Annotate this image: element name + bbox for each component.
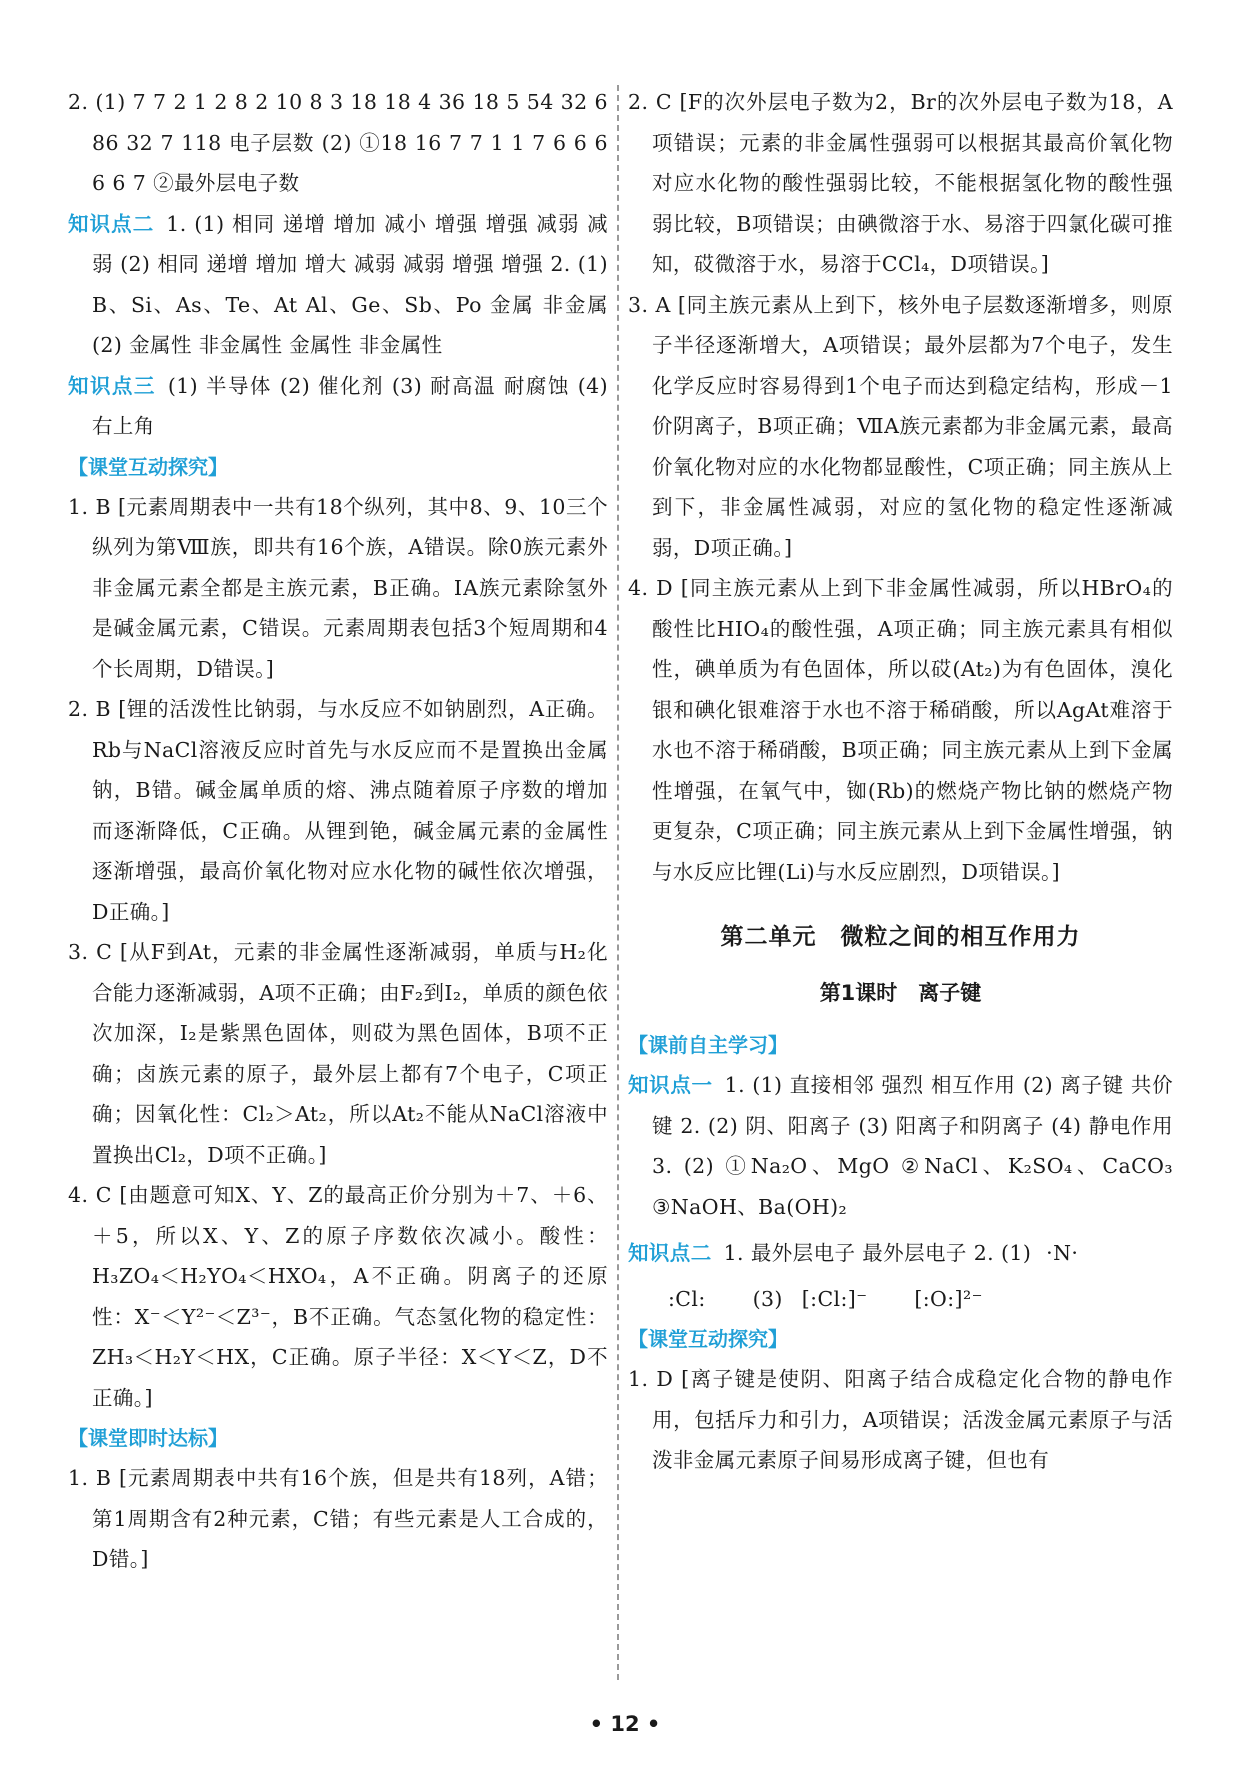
- unit-title: 第二单元 微粒之间的相互作用力: [720, 924, 1081, 950]
- answer-item-1b: 1. B [元素周期表中共有16个族，但是共有18列，A错；第1周期含有2种元素，C错；有些元素是人工合成的，D错。]: [68, 1466, 608, 1571]
- page-number: • 12 •: [589, 1712, 661, 1736]
- answer-item-3: 3. C [从F到At，元素的非金属性逐渐减弱，单质与H₂化合能力逐渐减弱，A项不正确；由F₂到I₂，单质的颜色依次加深，I₂是紫黑色固体，则砹为黑色固体，B项不正确；卤族元素的原子，最外层上都有7个电子，C项正确；因氧化性：Cl₂＞At₂，所以At₂不能从NaCl溶液中置换出Cl₂，D项不正确。]: [68, 940, 608, 1167]
- answer-item-4: 4. C [由题意可知X、Y、Z的最高正价分别为＋7、＋6、＋5，所以X、Y、Z的原子序数依次减小。酸性：H₃ZO₄＜H₂YO₄＜HXO₄，A不正确。阴离子的还原性：X⁻＜Y²⁻＜Z³⁻，B不正确。气态氢化物的稳定性：ZH₃＜H₂Y＜HX，C正确。原子半径：X＜Y＜Z，D不正确。]: [68, 1183, 608, 1410]
- column-divider: [617, 85, 619, 1680]
- knowledge-point-2b: [628, 1227, 1173, 1279]
- answer-item-4b: 4. D [同主族元素从上到下非金属性减弱，所以HBrO₄的酸性比HIO₄的酸性强，A项正确；同主族元素具有相似性，碘单质为有色固体，所以砹(At₂)为有色固体，溴化银和碘化银难溶于水也不溶于稀硝酸，所以AgAt难溶于水也不溶于稀硝酸，B项正确；同主族元素从上到下金属性增强，在氧气中，铷(Rb)的燃烧产物比钠的燃烧产物更复杂，C项正确；同主族元素从上到下金属性增强，钠与水反应比锂(Li)与水反应剧烈，D项错误。]: [628, 576, 1173, 884]
- lewis-structure-cl-ion: [:Cl:]⁻: [801, 1287, 868, 1311]
- knowledge-point-3: [68, 366, 608, 447]
- lewis-structure-o-ion: [:O:]²⁻: [914, 1287, 983, 1311]
- section-heading-preview: 【课前自主学习】: [628, 1033, 788, 1057]
- answer-item-1: 1. B [元素周期表中一共有18个纵列，其中8、9、10三个纵列为第Ⅷ族，即共有16个族，A错误。除0族元素外非金属元素全都是主族元素，B正确。ⅠA族元素除氢外是碱金属元素，C错误。元素周期表包括3个短周期和4个长周期，D错误。]: [68, 494, 608, 681]
- section-heading-classroom-exploration: 【课堂互动探究】: [68, 454, 228, 479]
- answer-item-1c: 1. D [离子键是使阴、阳离子结合成稳定化合物的静电作用，包括斥力和引力，A项错误；活泼金属元素原子与活泼非金属元素原子间易形成离子键，但也有: [628, 1367, 1173, 1472]
- knowledge-point-text: 1. (1) 直接相邻 强烈 相互作用 (2) 离子键 共价键 2. (2) 阴、阳离子 (3) 阳离子和阴离子 (4) 静电作用 3. (2) ①Na₂O、MgO ②NaCl、K₂SO₄、CaCO₃ ③NaOH、Ba(OH)₂: [652, 1073, 1173, 1219]
- lewis-structure-n: ·N·: [1046, 1241, 1079, 1265]
- lewis-label-3: (3): [752, 1287, 783, 1311]
- knowledge-point-tag: 知识点二: [628, 1241, 712, 1265]
- answer-2-electron-shells: 2. (1) 7 7 2 1 2 8 2 10 8 3 18 18 4 36 18 5 54 32 6 86 32 7 118 电子层数 (2) ①18 16 7 7 1 1 7 6 6 6 6 6 7 ②最外层电子数: [68, 90, 608, 195]
- answer-item-2b: 2. C [F的次外层电子数为2，Br的次外层电子数为18，A项错误；元素的非金属性强弱可以根据其最高价氧化物对应水化物的酸性强弱比较，不能根据氢化物的酸性强弱比较，B项错误；由碘微溶于水、易溶于四氯化碳可推知，砹微溶于水，易溶于CCl₄，D项错误。]: [628, 90, 1173, 276]
- section-heading-classroom-exploration-2: 【课堂互动探究】: [628, 1327, 788, 1351]
- knowledge-point-tag: 知识点一: [628, 1073, 713, 1097]
- knowledge-point-text: 1. (1) 相同 递增 增加 减小 增强 增强 减弱 减弱 (2) 相同 递增 增加 增大 减弱 减弱 增强 增强 2. (1) B、Si、As、Te、At Al、Ge、Sb、Po 金属 非金属 (2) 金属性 非金属性 金属性 非金属性: [92, 211, 608, 357]
- knowledge-point-1: [628, 1065, 1173, 1227]
- left-column: [68, 82, 608, 1580]
- lesson-title: 第1课时 离子键: [819, 981, 982, 1005]
- knowledge-point-tag: 知识点二: [68, 211, 155, 236]
- lewis-structures-row: [628, 1279, 1173, 1319]
- section-heading-classroom-practice: 【课堂即时达标】: [68, 1426, 228, 1450]
- lewis-structure-cl: :Cl:: [668, 1287, 706, 1311]
- right-column: [628, 82, 1173, 1481]
- answer-item-3b: 3. A [同主族元素从上到下，核外电子层数逐渐增多，则原子半径逐渐增大，A项错误；最外层都为7个电子，发生化学反应时容易得到1个电子而达到稳定结构，形成－1价阴离子，B项正确；ⅦA族元素都为非金属元素，最高价氧化物对应的水化物都显酸性，C项正确；同主族从上到下，非金属性减弱，对应的氢化物的稳定性逐渐减弱，D项正确。]: [628, 292, 1173, 560]
- answer-item-2: 2. B [锂的活泼性比钠弱，与水反应不如钠剧烈，A正确。Rb与NaCl溶液反应时首先与水反应而不是置换出金属钠，B错。碱金属单质的熔、沸点随着原子序数的增加而逐渐降低，C正确。从锂到铯，碱金属元素的金属性逐渐增强，最高价氧化物对应水化物的碱性依次增强，D正确。]: [68, 697, 608, 924]
- knowledge-point-2: [68, 204, 608, 366]
- knowledge-point-text: 1. 最外层电子 最外层电子 2. (1): [723, 1241, 1032, 1265]
- knowledge-point-text: (1) 半导体 (2) 催化剂 (3) 耐高温 耐腐蚀 (4) 右上角: [92, 373, 608, 438]
- knowledge-point-tag: 知识点三: [68, 373, 156, 398]
